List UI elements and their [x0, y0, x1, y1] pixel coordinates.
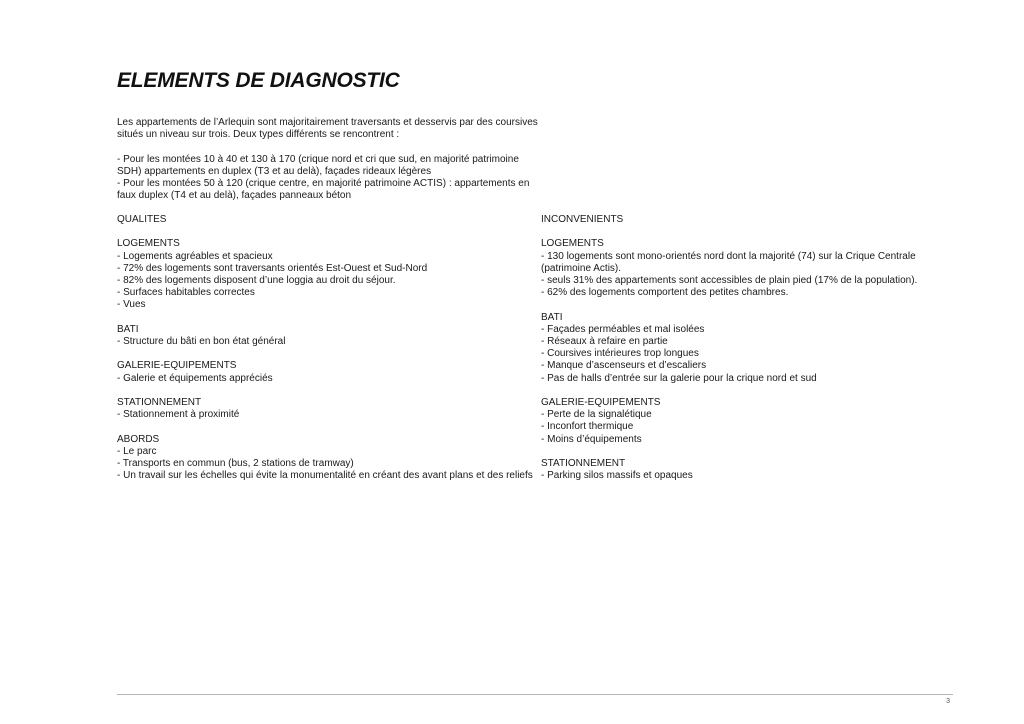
- inconvenients-heading: INCONVENIENTS: [541, 214, 624, 225]
- list-item: - Pas de halls d’entrée sur la galerie pour la crique nord et sud: [541, 372, 817, 384]
- inconvenients-section-galerie: [541, 397, 941, 446]
- section-title: BATI: [117, 323, 139, 335]
- intro-paragraph: [117, 117, 547, 202]
- footer-divider: [117, 694, 953, 695]
- list-item: - Un travail sur les échelles qui évite la monumentalité en créant des avant plans et des reliefs: [117, 470, 533, 482]
- qualites-section-stationnement: [117, 397, 537, 421]
- inconvenients-section-logements: [541, 238, 941, 299]
- intro-line: - Pour les montées 50 à 120 (crique centre, en majorité patrimoine ACTIS) : appartements en: [117, 178, 530, 189]
- section-title: LOGEMENTS: [117, 238, 180, 250]
- list-item: - Le parc: [117, 445, 157, 457]
- qualites-section-galerie: [117, 360, 537, 384]
- inconvenients-section-bati: [541, 312, 941, 385]
- list-item: - Galerie et équipements appréciés: [117, 372, 273, 384]
- page-title: ELEMENTS DE DIAGNOSTIC: [117, 69, 400, 92]
- section-title: GALERIE-EQUIPEMENTS: [541, 397, 661, 408]
- section-title: BATI: [541, 311, 563, 323]
- list-item: - Inconfort thermique: [541, 421, 634, 433]
- list-item: - 72% des logements sont traversants orientés Est-Ouest et Sud-Nord: [117, 262, 428, 274]
- intro-line: Les appartements de l’Arlequin sont majoritairement traversants et desservis par des coursives: [117, 117, 538, 128]
- list-item: - Stationnement à proximité: [117, 409, 240, 421]
- list-item: - Logements agréables et spacieux: [117, 250, 273, 262]
- list-item: - Transports en commun (bus, 2 stations de tramway): [117, 457, 354, 469]
- list-item: - Vues: [117, 299, 146, 311]
- list-item: - Structure du bâti en bon état général: [117, 336, 286, 347]
- qualites-section-logements: [117, 238, 537, 311]
- list-item: - 62% des logements comportent des petites chambres.: [541, 287, 789, 299]
- inconvenients-column: [541, 214, 941, 482]
- list-item: - 130 logements sont mono-orientés nord dont la majorité (74) sur la Crique Centrale: [541, 250, 916, 262]
- list-item: - Parking silos massifs et opaques: [541, 470, 693, 482]
- qualites-section-bati: [117, 324, 537, 348]
- page-number: 3: [946, 698, 950, 705]
- qualites-heading: QUALITES: [117, 214, 167, 225]
- list-item: - Réseaux à refaire en partie: [541, 336, 668, 347]
- list-item: - seuls 31% des appartements sont accessibles de plain pied (17% de la population).: [541, 275, 918, 286]
- section-title: LOGEMENTS: [541, 238, 604, 250]
- list-item: - 82% des logements disposent d’une loggia au droit du séjour.: [117, 275, 396, 286]
- list-item: (patrimoine Actis).: [541, 262, 622, 274]
- list-item: - Surfaces habitables correctes: [117, 287, 255, 299]
- list-item: - Manque d’ascenseurs et d’escaliers: [541, 360, 707, 372]
- intro-line: situés un niveau sur trois. Deux types différents se rencontrent :: [117, 129, 400, 141]
- list-item: - Façades perméables et mal isolées: [541, 323, 705, 335]
- intro-line: - Pour les montées 10 à 40 et 130 à 170 (crique nord et cri que sud, en majorité patrimoine: [117, 153, 519, 165]
- intro-spacer: [117, 141, 547, 153]
- qualites-column: [117, 214, 537, 482]
- list-item: - Moins d’équipements: [541, 433, 642, 445]
- intro-line: faux duplex (T4 et au delà), façades panneaux béton: [117, 190, 352, 202]
- list-item: - Coursives intérieures trop longues: [541, 348, 699, 360]
- list-item: - Perte de la signalétique: [541, 409, 652, 421]
- intro-line: SDH) appartements en duplex (T3 et au delà), façades rideaux légères: [117, 165, 432, 177]
- section-title: STATIONNEMENT: [117, 396, 202, 408]
- section-title: ABORDS: [117, 433, 160, 445]
- section-title: GALERIE-EQUIPEMENTS: [117, 360, 237, 372]
- inconvenients-section-stationnement: [541, 458, 941, 482]
- section-title: STATIONNEMENT: [541, 458, 626, 469]
- qualites-section-abords: [117, 434, 537, 483]
